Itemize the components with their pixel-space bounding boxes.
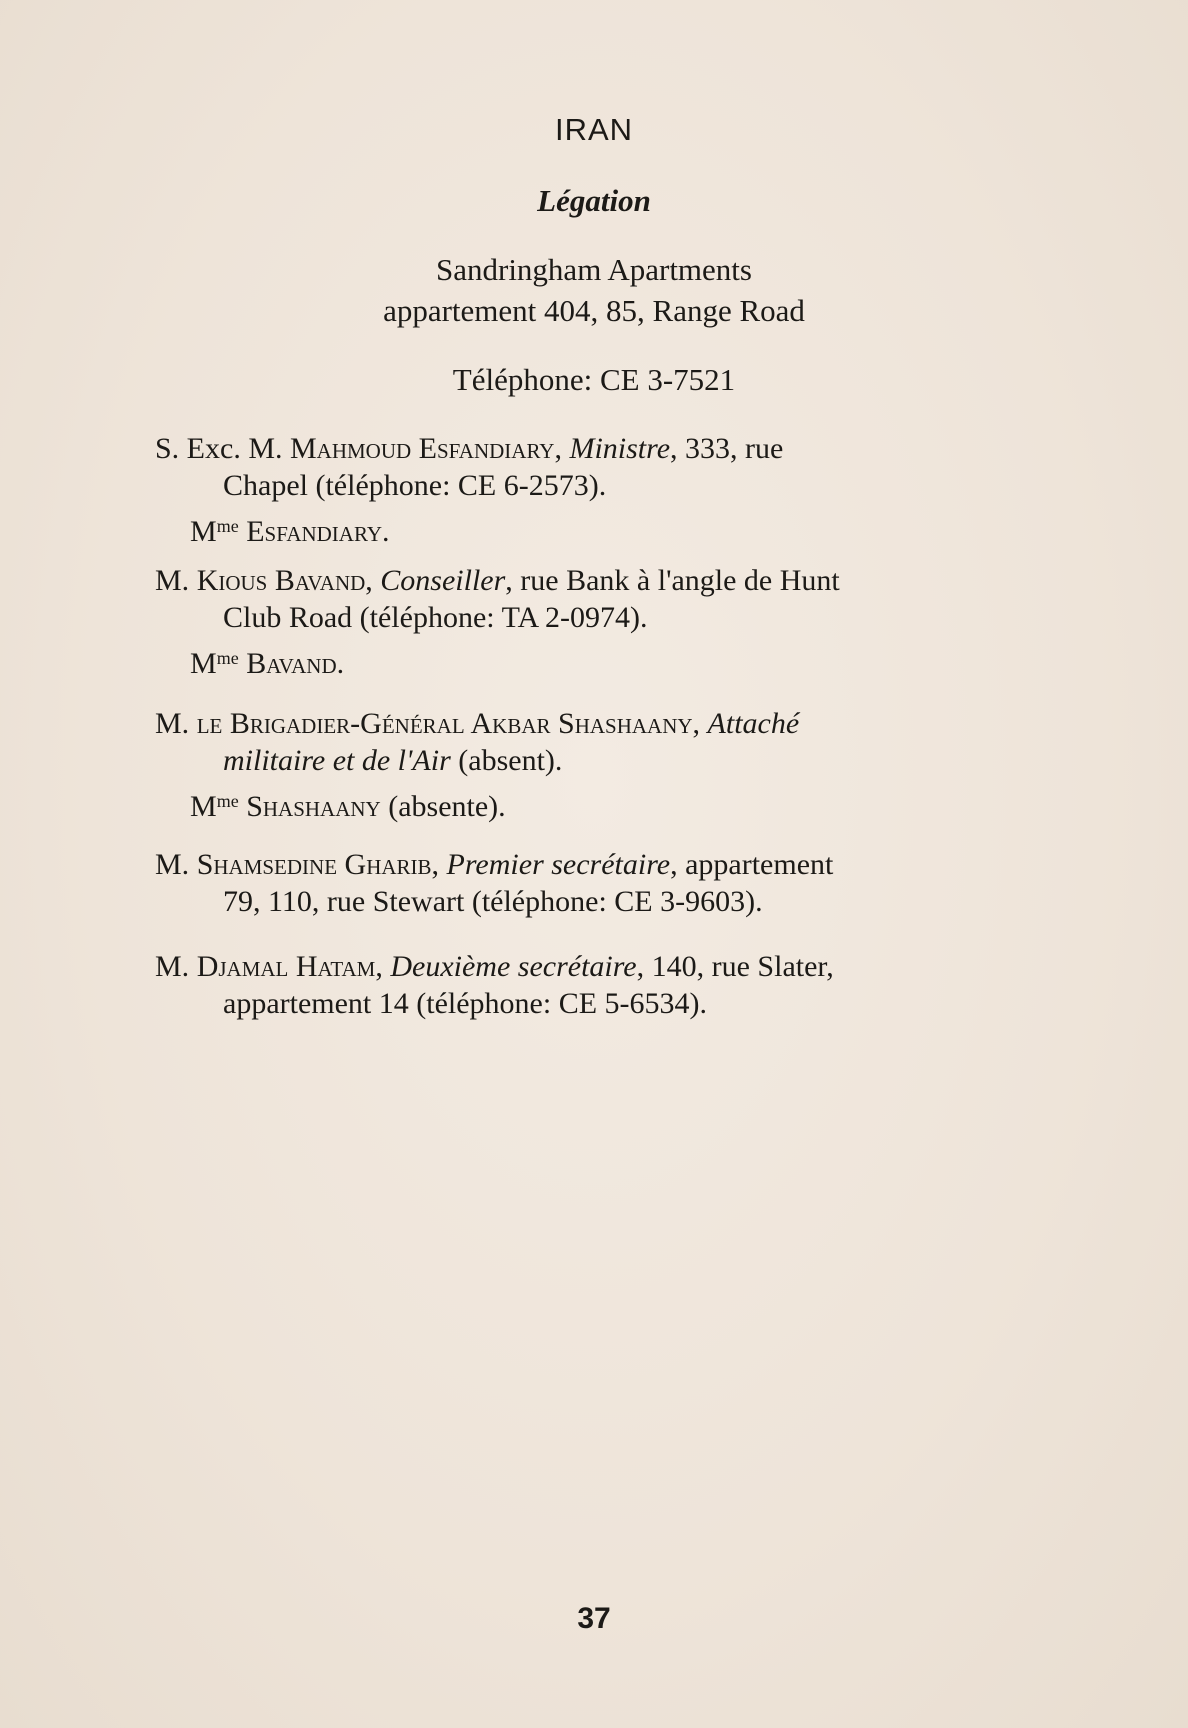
separator: ,: [431, 848, 447, 881]
staff-entry-conseiller: [155, 562, 1055, 682]
address-line-1: Sandringham Apartments: [436, 252, 752, 287]
address-text: , 140, rue Slater,: [636, 950, 834, 983]
entry-continuation: Club Road (téléphone: TA 2-0974).: [223, 601, 648, 634]
honorific: M.: [155, 707, 197, 740]
person-title: Attaché: [707, 707, 800, 740]
entry-first-line: [155, 705, 1055, 742]
spouse-name: Esfandiary: [246, 515, 382, 548]
page-number: 37: [577, 1602, 611, 1635]
spouse-line: [155, 640, 1055, 682]
spouse-rest: (absente).: [380, 790, 506, 823]
person-title: Ministre: [569, 432, 671, 465]
spouse-superscript: me: [216, 791, 239, 811]
spouse-prefix: M: [190, 515, 217, 548]
spouse-line: [155, 783, 1055, 825]
country-heading: IRAN: [554, 112, 634, 147]
separator: ,: [365, 564, 381, 597]
person-name: Shamsedine Gharib: [196, 848, 432, 881]
person-name: Djamal Hatam: [196, 950, 376, 983]
staff-entry-attache: [155, 705, 1055, 825]
separator: ,: [554, 432, 570, 465]
spouse-superscript: me: [216, 648, 239, 668]
person-name: Mahmoud Esfandiary: [290, 432, 555, 465]
entry-continuation: [155, 742, 1055, 779]
staff-entry-deuxieme-secretaire: [155, 948, 1055, 1022]
spouse-name: Bavand: [246, 647, 337, 680]
separator: ,: [692, 707, 708, 740]
entry-first-line: [155, 430, 1055, 467]
spouse-rest: .: [336, 647, 345, 680]
spouse-prefix: M: [190, 790, 217, 823]
honorific: M.: [155, 848, 197, 881]
person-title: Conseiller: [380, 564, 506, 597]
person-title: Deuxième secrétaire: [390, 950, 637, 983]
honorific: M.: [155, 950, 197, 983]
entry-continuation: Chapel (téléphone: CE 6-2573).: [223, 469, 607, 502]
spouse-superscript: me: [216, 516, 239, 536]
entry-first-line: [155, 846, 1055, 883]
address-text: , rue Bank à l'angle de Hunt: [505, 564, 840, 597]
staff-entry-ministre: [155, 430, 1055, 550]
staff-entry-premier-secretaire: [155, 846, 1055, 920]
person-title-continued: militaire et de l'Air: [223, 744, 451, 777]
person-name: Kious Bavand: [196, 564, 366, 597]
spouse-prefix: M: [190, 647, 217, 680]
address-line-2: appartement 404, 85, Range Road: [383, 293, 805, 328]
separator: ,: [375, 950, 391, 983]
entry-first-line: [155, 948, 1055, 985]
honorific: S. Exc. M.: [155, 432, 290, 465]
spouse-rest: .: [381, 515, 390, 548]
spouse-line: [155, 508, 1055, 550]
status-text: (absent).: [450, 744, 563, 777]
entry-first-line: [155, 562, 1055, 599]
honorific: M.: [155, 564, 197, 597]
entry-continuation: appartement 14 (téléphone: CE 5-6534).: [223, 987, 708, 1020]
mission-type: Légation: [537, 183, 651, 218]
legation-telephone: Téléphone: CE 3-7521: [452, 362, 736, 397]
address-text: , 333, rue: [670, 432, 784, 465]
person-name: le Brigadier-Général Akbar Shashaany: [196, 707, 693, 740]
spouse-name: Shashaany: [246, 790, 381, 823]
person-title: Premier secrétaire: [446, 848, 671, 881]
entry-continuation: 79, 110, rue Stewart (téléphone: CE 3-9603).: [223, 885, 763, 918]
address-text: , appartement: [670, 848, 834, 881]
